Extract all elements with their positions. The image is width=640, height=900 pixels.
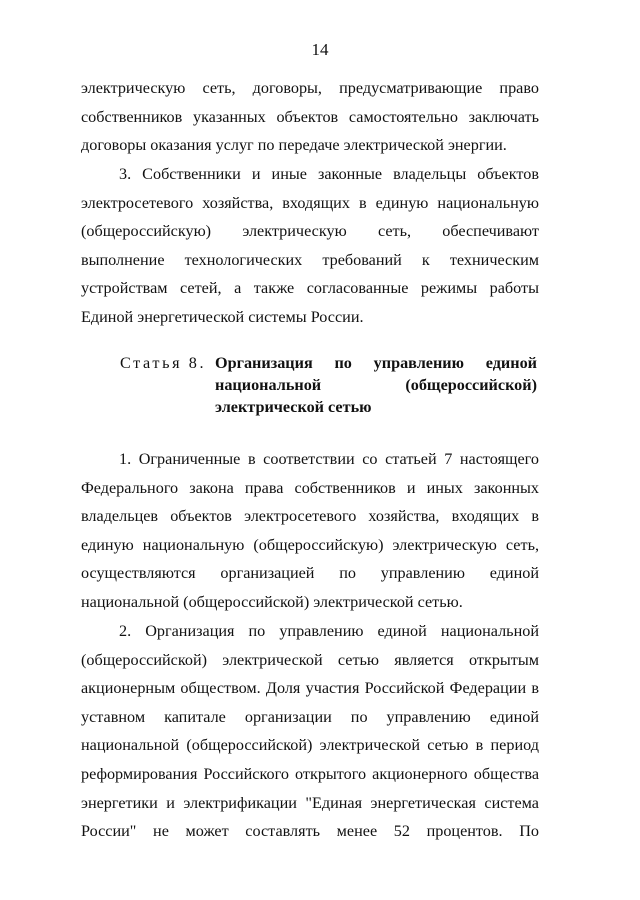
text-line: 1. Ограниченные в соответствии со статьей 7 настоящего bbox=[119, 450, 539, 468]
article-paragraph-1 bbox=[81, 445, 539, 617]
article-label: Статья 8. bbox=[120, 354, 207, 372]
page-number: 14 bbox=[311, 40, 329, 59]
text-line: реформирования Российского открытого акционерного общества bbox=[81, 764, 539, 783]
text-line: энергетики и электрификации "Единая энергетическая система bbox=[81, 793, 539, 812]
text-line: Единой энергетической системы России. bbox=[81, 307, 364, 326]
text-line: (общероссийской) электрической сетью является открытым bbox=[81, 650, 539, 669]
text-line: осуществляются организацией по управлению единой bbox=[81, 564, 539, 583]
text-line: акционерным обществом. Доля участия Российской Федерации в bbox=[81, 679, 539, 698]
text-line: национальной (общероссийской) электрической сетью. bbox=[81, 592, 463, 611]
text-line: электросетевого хозяйства, входящих в единую национальную bbox=[81, 193, 539, 212]
text-line: выполнение технологических требований к техническим bbox=[81, 250, 539, 269]
text-line: собственников указанных объектов самостоятельно заключать bbox=[81, 107, 539, 126]
article-title bbox=[215, 352, 537, 418]
article-paragraph-2 bbox=[81, 617, 539, 846]
text-line: России" не может составлять менее 52 процентов. По bbox=[81, 822, 539, 841]
article-title-line: национальной (общероссийской) bbox=[215, 376, 537, 394]
text-line: 2. Организация по управлению единой национальной bbox=[119, 622, 539, 640]
paragraph-continuation bbox=[81, 74, 539, 160]
text-line: устройствам сетей, а также согласованные режимы работы bbox=[81, 279, 539, 298]
text-line: уставном капитале организации по управлению единой bbox=[81, 707, 539, 726]
text-line: национальной (общероссийской) электрической сетью в период bbox=[81, 736, 539, 755]
text-line: Федерального закона права собственников и иных законных bbox=[81, 478, 539, 497]
text-line: владельцев объектов электросетевого хозяйства, входящих в bbox=[81, 507, 539, 526]
text-line: 3. Собственники и иные законные владельцы объектов bbox=[119, 165, 539, 183]
article-title-line: Организация по управлению единой bbox=[215, 354, 537, 372]
text-line: единую национальную (общероссийскую) электрическую сеть, bbox=[81, 535, 539, 554]
text-line: договоры оказания услуг по передаче электрической энергии. bbox=[81, 136, 507, 155]
text-line: (общероссийскую) электрическую сеть, обеспечивают bbox=[81, 222, 539, 241]
paragraph-item-3 bbox=[81, 160, 539, 332]
article-title-line: электрической сетью bbox=[215, 398, 372, 416]
text-line: электрическую сеть, договоры, предусматривающие право bbox=[81, 79, 539, 97]
